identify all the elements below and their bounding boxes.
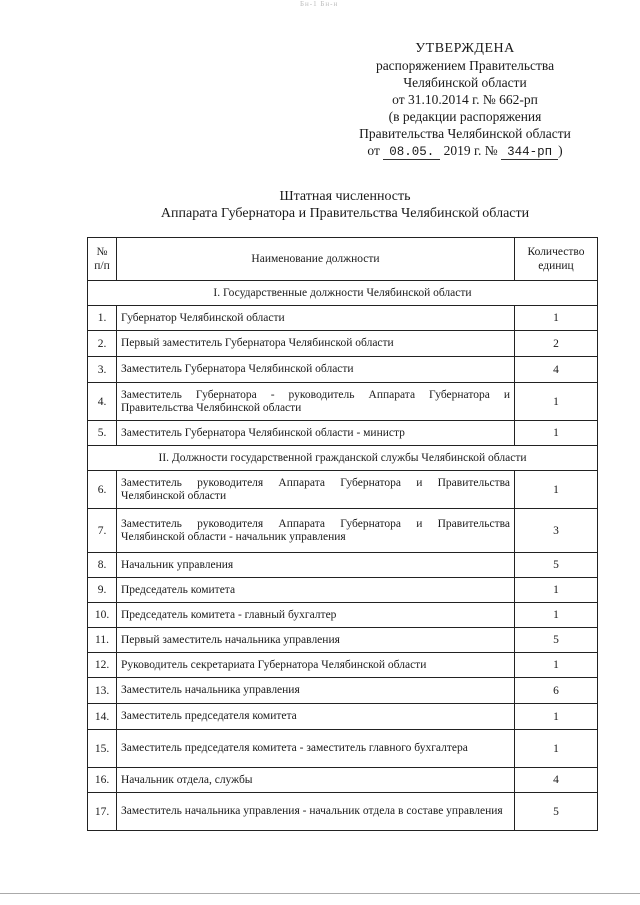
unit-count: 6: [515, 678, 598, 704]
table-row: [88, 578, 598, 603]
row-number: 11.: [88, 628, 117, 653]
table-row: [88, 421, 598, 446]
table-row: [88, 793, 598, 831]
position-name: Председатель комитета - главный бухгалтер: [117, 603, 515, 628]
row-number: 2.: [88, 331, 117, 357]
table-row: [88, 331, 598, 357]
document-title-line-1: Штатная численность: [279, 189, 411, 204]
table-row: [88, 678, 598, 704]
position-name: Заместитель руководителя Аппарата Губернатора и Правительства Челябинской области: [117, 471, 515, 509]
unit-count: 1: [515, 704, 598, 730]
position-name: Первый заместитель Губернатора Челябинской области: [117, 331, 515, 357]
section-1-title: I. Государственные должности Челябинской области: [88, 281, 598, 306]
approval-number: 344-рп: [501, 145, 558, 160]
section-2-title: II. Должности государственной гражданской службы Челябинской области: [88, 446, 598, 471]
unit-count: 1: [515, 603, 598, 628]
table-header-row: [88, 238, 598, 281]
position-name: Начальник управления: [117, 553, 515, 578]
section-row: [88, 281, 598, 306]
position-name: Заместитель председателя комитета: [117, 704, 515, 730]
unit-count: 1: [515, 383, 598, 421]
table-row: [88, 603, 598, 628]
row-number: 1.: [88, 306, 117, 331]
table-row: [88, 306, 598, 331]
table-row: [88, 768, 598, 793]
unit-count: 1: [515, 471, 598, 509]
unit-count: 1: [515, 306, 598, 331]
row-number: 17.: [88, 793, 117, 831]
row-number: 9.: [88, 578, 117, 603]
table-row: [88, 730, 598, 768]
header-num: № п/п: [88, 238, 117, 281]
header-name: Наименование должности: [117, 238, 515, 281]
row-number: 13.: [88, 678, 117, 704]
table-body: [88, 281, 598, 831]
row-number: 4.: [88, 383, 117, 421]
approval-block: [340, 40, 590, 160]
unit-count: 5: [515, 793, 598, 831]
unit-count: 5: [515, 553, 598, 578]
position-name: Заместитель начальника управления - начальник отдела в составе управления: [117, 793, 515, 831]
row-number: 12.: [88, 653, 117, 678]
position-name: Руководитель секретариата Губернатора Челябинской области: [117, 653, 515, 678]
approval-close: ): [558, 143, 563, 158]
row-number: 3.: [88, 357, 117, 383]
approval-year: 2019 г. №: [443, 143, 498, 158]
position-name: Заместитель Губернатора Челябинской области - министр: [117, 421, 515, 446]
document-title: [0, 188, 640, 222]
approval-line-3: от 31.10.2014 г. № 662-рп: [392, 92, 538, 107]
position-name: Губернатор Челябинской области: [117, 306, 515, 331]
row-number: 16.: [88, 768, 117, 793]
approval-line-1: распоряжением Правительства: [375, 58, 555, 73]
page-bottom-divider: [0, 893, 640, 894]
position-name: Первый заместитель начальника управления: [117, 628, 515, 653]
approval-line-2: Челябинской области: [403, 75, 527, 90]
position-name: Заместитель руководителя Аппарата Губернатора и Правительства Челябинской области - начальник управления: [117, 509, 515, 553]
approval-line-5: Правительства Челябинской области: [359, 126, 571, 141]
unit-count: 3: [515, 509, 598, 553]
table-row: [88, 357, 598, 383]
position-name: Заместитель Губернатора Челябинской области: [117, 357, 515, 383]
table-row: [88, 653, 598, 678]
position-name: Председатель комитета: [117, 578, 515, 603]
scan-stamp: Бн-1 Бн-н: [300, 0, 339, 8]
table-row: [88, 553, 598, 578]
approval-line-4: (в редакции распоряжения: [388, 109, 542, 124]
document-title-line-2: Аппарата Губернатора и Правительства Челябинской области: [160, 206, 530, 221]
row-number: 5.: [88, 421, 117, 446]
row-number: 6.: [88, 471, 117, 509]
row-number: 8.: [88, 553, 117, 578]
position-name: Заместитель Губернатора - руководитель Аппарата Губернатора и Правительства Челябинской области: [117, 383, 515, 421]
table-row: [88, 471, 598, 509]
row-number: 15.: [88, 730, 117, 768]
section-row: [88, 446, 598, 471]
staff-table: [87, 237, 598, 831]
approval-ot: от: [367, 143, 380, 158]
row-number: 10.: [88, 603, 117, 628]
approval-date: 08.05.: [383, 145, 440, 160]
unit-count: 1: [515, 730, 598, 768]
unit-count: 1: [515, 421, 598, 446]
unit-count: 1: [515, 578, 598, 603]
row-number: 7.: [88, 509, 117, 553]
position-name: Заместитель председателя комитета - заместитель главного бухгалтера: [117, 730, 515, 768]
row-number: 14.: [88, 704, 117, 730]
position-name: Заместитель начальника управления: [117, 678, 515, 704]
approval-line-6: [340, 142, 590, 160]
approval-title: УТВЕРЖДЕНА: [415, 41, 515, 56]
unit-count: 4: [515, 357, 598, 383]
table-row: [88, 509, 598, 553]
unit-count: 2: [515, 331, 598, 357]
header-qty: Количество единиц: [515, 238, 598, 281]
unit-count: 4: [515, 768, 598, 793]
unit-count: 1: [515, 653, 598, 678]
unit-count: 5: [515, 628, 598, 653]
table-row: [88, 383, 598, 421]
table-row: [88, 628, 598, 653]
table-row: [88, 704, 598, 730]
position-name: Начальник отдела, службы: [117, 768, 515, 793]
